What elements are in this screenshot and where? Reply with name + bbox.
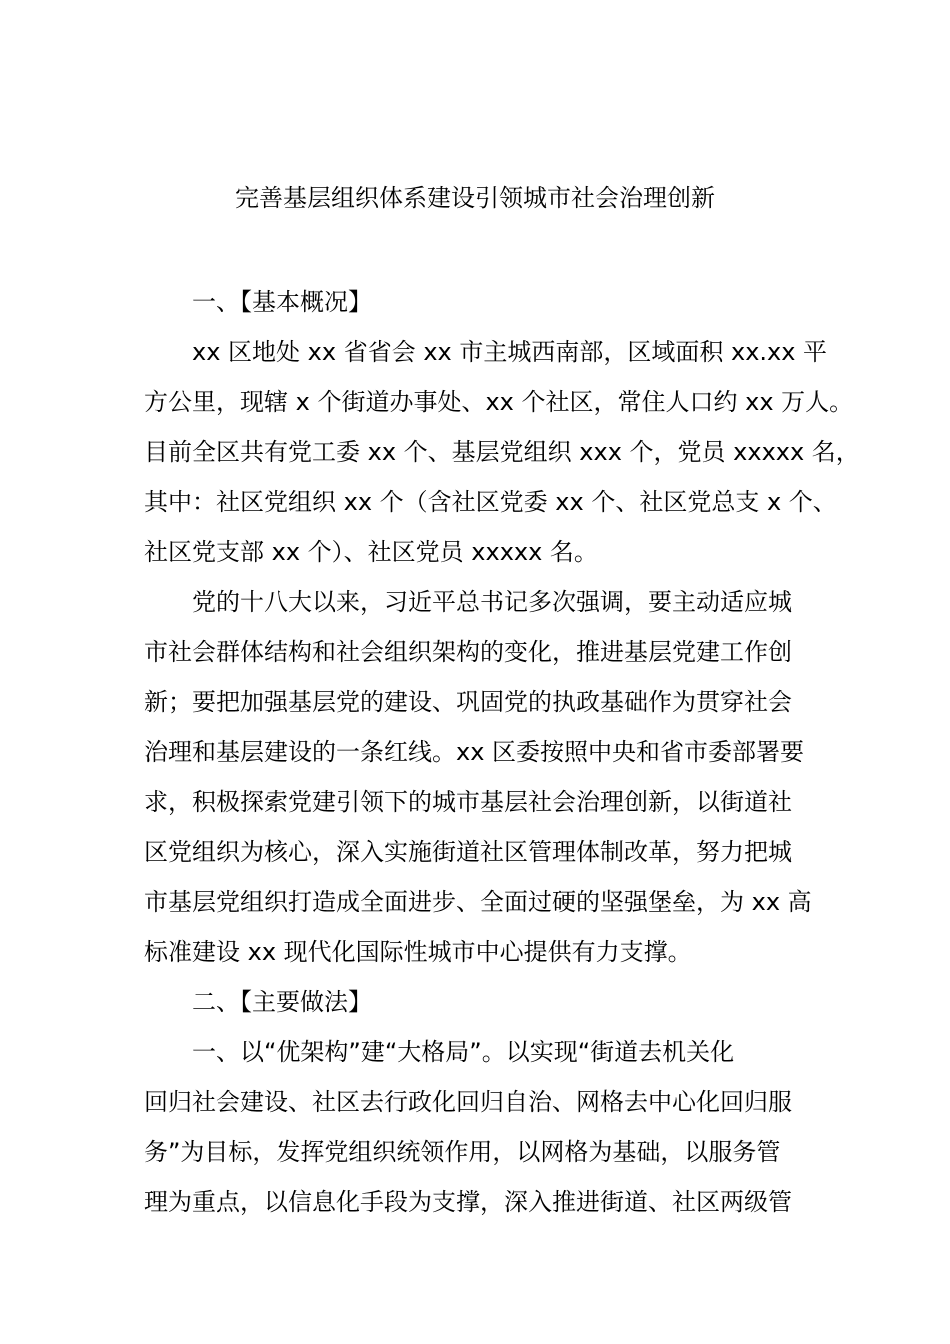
- paragraph-line: 方公里，现辖 x 个街道办事处、xx 个社区，常住人口约 xx 万人。: [144, 388, 854, 416]
- paragraph-line: 新；要把加强基层党的建设、巩固党的执政基础作为贯穿社会: [144, 688, 792, 716]
- paragraph-line: 求，积极探索党建引领下的城市基层社会治理创新，以街道社: [144, 788, 792, 816]
- section-heading-overview: 一、【基本概况】: [192, 288, 372, 316]
- paragraph-line: 回归社会建设、社区去行政化回归自治、网格去中心化回归服: [144, 1088, 792, 1116]
- paragraph-line: 市基层党组织打造成全面进步、全面过硬的坚强堡垒，为 xx 高: [144, 888, 812, 916]
- paragraph-line: 一、以“优架构”建“大格局”。以实现“街道去机关化: [192, 1038, 735, 1066]
- paragraph-line: 目前全区共有党工委 xx 个、基层党组织 xxx 个，党员 xxxxx 名，: [144, 438, 860, 466]
- paragraph-line: 区党组织为核心，深入实施街道社区管理体制改革，努力把城: [144, 838, 792, 866]
- section-heading-practices: 二、【主要做法】: [192, 988, 372, 1016]
- paragraph-line: 党的十八大以来，习近平总书记多次强调，要主动适应城: [192, 588, 792, 616]
- paragraph-line: 其中：社区党组织 xx 个（含社区党委 xx 个、社区党总支 x 个、: [144, 488, 837, 516]
- paragraph-line: 务”为目标，发挥党组织统领作用，以网格为基础，以服务管: [144, 1138, 781, 1166]
- paragraph-line: 社区党支部 xx 个）、社区党员 xxxxx 名。: [144, 538, 598, 566]
- paragraph-line: 标准建设 xx 现代化国际性城市中心提供有力支撑。: [144, 938, 692, 966]
- paragraph-line: 治理和基层建设的一条红线。xx 区委按照中央和省市委部署要: [144, 738, 805, 766]
- document-title: 完善基层组织体系建设引领城市社会治理创新: [235, 184, 715, 212]
- paragraph-line: 市社会群体结构和社会组织架构的变化，推进基层党建工作创: [144, 638, 792, 666]
- paragraph-line: 理为重点，以信息化手段为支撑，深入推进街道、社区两级管: [144, 1188, 792, 1216]
- paragraph-line: xx 区地处 xx 省省会 xx 市主城西南部，区域面积 xx.xx 平: [192, 338, 828, 366]
